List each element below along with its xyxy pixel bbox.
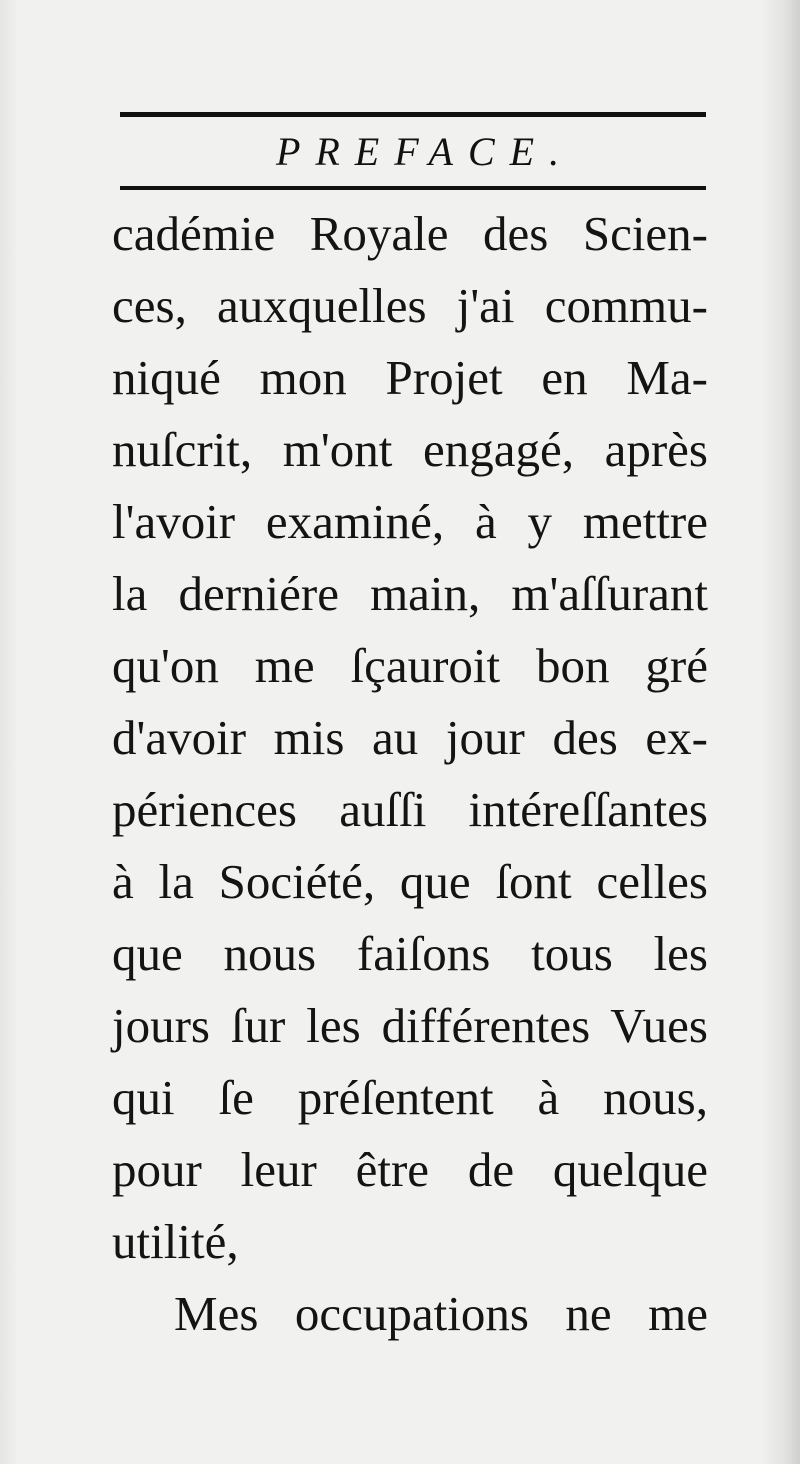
text-line: pour leur être de quelque (112, 1142, 708, 1197)
text-line: la derniére main, m'aſſurant (112, 566, 708, 621)
text-line-paragraph-start: Mes occupations ne me (174, 1286, 708, 1341)
text-line: qui ſe préſentent à nous, (112, 1070, 708, 1125)
text-line: nuſcrit, m'ont engagé, après (112, 422, 708, 477)
header-top-rule (120, 112, 706, 117)
text-line: à la Société, que ſont celles (112, 854, 708, 909)
text-line: utilité, (112, 1214, 239, 1269)
text-line: qu'on me ſçauroit bon gré (112, 638, 708, 693)
running-header: PREFACE. (275, 129, 575, 174)
text-line: d'avoir mis au jour des ex- (112, 710, 708, 765)
gutter-shadow (760, 0, 800, 1464)
text-line: ces, auxquelles j'ai commu- (112, 278, 708, 333)
text-line: jours ſur les différentes Vues (112, 998, 708, 1053)
text-line: que nous faiſons tous les (112, 926, 708, 981)
text-line: l'avoir examiné, à y mettre (112, 494, 708, 549)
text-line: périences auſſi intéreſſantes (112, 782, 708, 837)
text-line: niqué mon Projet en Ma- (112, 350, 708, 405)
text-line: cadémie Royale des Scien- (112, 206, 708, 261)
page-edge-shadow (0, 0, 18, 1464)
body-text (112, 198, 708, 1350)
header-bottom-rule (120, 186, 706, 190)
